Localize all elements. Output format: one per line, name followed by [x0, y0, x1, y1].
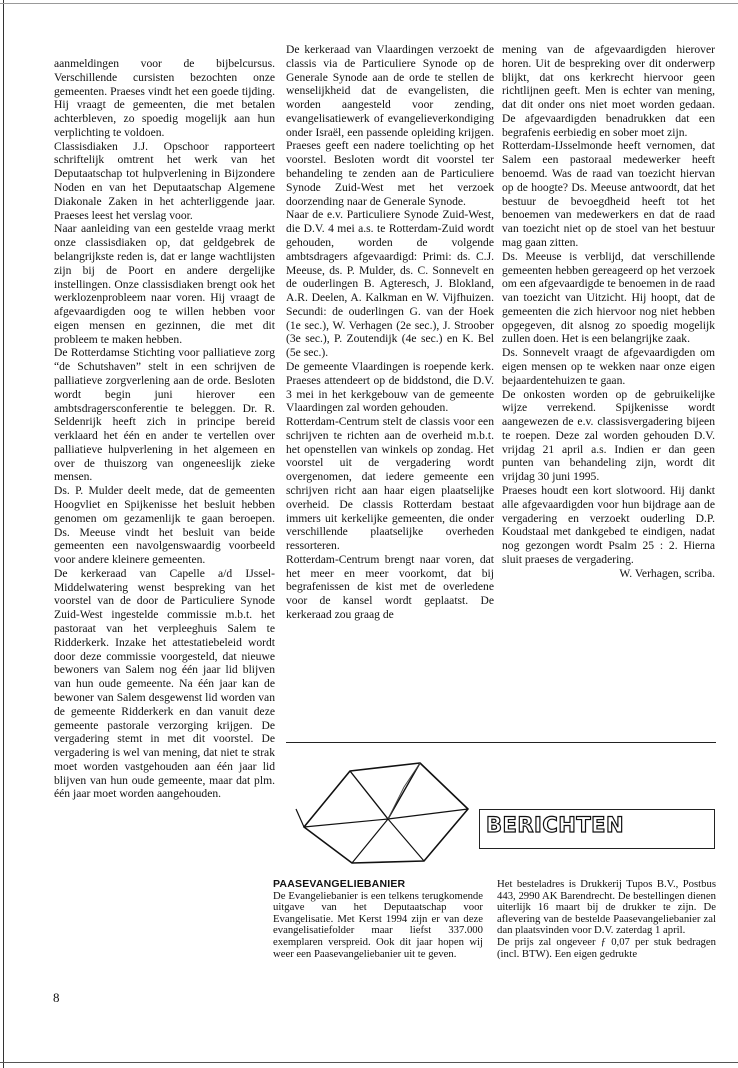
paragraph: mening van de afgevaardigden hierover horen. Uit de bespreking over dit onderwerp blijkt, dat ons kerkrecht hiervoor geen richtlijnen geeft. Men is echter van mening, dat dit onder ons niet moet worden gedaan. De afgevaardigden benadrukken dat een begrafenis eerbiedig en sober moet zijn. — [502, 43, 715, 139]
signature: W. Verhagen, scriba. — [619, 566, 715, 580]
paragraph: Rotterdam-Centrum stelt de classis voor een schrijven te richten aan de overheid m.b.t. het openstellen van winkels op zondag. Het voorstel uit de vergadering wordt overgenomen, dat iedere gemeente een schrijven richt aan haar eigen plaatselijke overheid. De classis Rotterdam bestaat immers uit kerkelijke gemeenten, die onder verschillende plaatselijke overheden ressorteren. — [286, 415, 494, 553]
paragraph: aanmeldingen voor de bijbelcursus. Verschillende cursisten bezochten onze gemeenten. Praeses vindt het een goede tijding. Hij vraagt de gemeenten, die met betalen achterbleven, zo spoedig mogelijk aan hun verplichting te voldoen. — [54, 57, 275, 139]
berichten-left-column — [273, 879, 483, 960]
column-2 — [286, 43, 494, 622]
paragraph: De gemeente Vlaardingen is roepende kerk. Praeses attendeert op de biddstond, die D.V. 3 mei in het kerkgebouw van de gemeente Vlaardingen zal worden gehouden. — [286, 359, 494, 415]
paragraph: Classisdiaken J.J. Opschoor rapporteert schriftelijk omtrent het werk van het Deputaatschap tot hulpverlening in Bijzondere Noden en van het Deputaatschap Algemene Diakonale Zaken in het achterliggende jaar. Praeses leest het verslag voor. — [54, 139, 275, 222]
paragraph: De Rotterdamse Stichting voor palliatieve zorg “de Schutshaven” stelt in een schrijven de palliatieve zorgverlening aan de orde. Besloten wordt begin juni hierover een ambtsdragersconferentie te beleggen. Dr. R. Seldenrijk heeft zich in principe bereid verklaard het één en ander te vertellen over palliatieve hulpverlening in het algemeen en over de thuiszorg van ongeneeslijk zieke mensen. — [54, 346, 275, 484]
column-3 — [502, 43, 715, 580]
paragraph: De kerkeraad van Vlaardingen verzoekt de classis via de Particuliere Synode op de Generale Synode aan de orde te stellen de wenselijkheid dat de evangelisten, die worden aangesteld voor zending, evangelisatiewerk of evangelieverkondiging onder Israël, een passende opleiding krijgen. Praeses geeft een nadere toelichting op het voorstel. Besloten wordt dit voorstel ter behandeling te zenden aan de Particuliere Synode Zuid-West met het verzoek doorzending naar de Generale Synode. — [286, 43, 494, 208]
paragraph: Het besteladres is Drukkerij Tupos B.V., Postbus 443, 2990 AK Barendrecht. De bestellingen dienen uiterlijk 16 maart bij de drukker te zijn. De aflevering van de bestelde Paasevangeliebanier zal dan plaatsvinden voor D.V. zaterdag 1 april. — [497, 878, 716, 937]
paragraph: De Evangeliebanier is een telkens terugkomende uitgave van het Deputaatschap voor Evangelisatie. Met Kerst 1994 zijn er van deze evangelisatiefolder maar liefst 337.000 exemplaren verspreid. Ook dit jaar hopen wij weer een Paasevangeliebanier uit te geven. — [273, 889, 483, 960]
paragraph: De onkosten worden op de gebruikelijke wijze verrekend. Spijkenisse wordt aangewezen de e.v. classisvergadering bijeen te roepen. Deze zal worden gehouden D.V. vrijdag 21 april a.s. Indien er dan geen punten van behandeling zijn, wordt dit vrijdag 30 juni 1995. — [502, 387, 715, 484]
envelope-icon — [292, 757, 478, 867]
paragraph: Naar de e.v. Particuliere Synode Zuid-West, die D.V. 4 mei a.s. te Rotterdam-Zuid wordt gehouden, worden de volgende ambtsdragers afgevaardigd: Primi: ds. C.J. Meeuse, ds. P. Mulder, ds. C. Sonnevelt en de ouderlingen B. Agteresch, J. Blokland, A.R. Deelen, A. Kalkman en W. Vijfhuizen. Secundi: de ouderlingen G. van der Hoek (1e sec.), W. Verhagen (2e sec.), J. Stroober (3e sec.), P. Zoutendijk (4e sec.) en K. Bel (5e sec.). — [286, 208, 494, 360]
paragraph: Ds. P. Mulder deelt mede, dat de gemeenten Hoogvliet en Spijkenisse het besluit hebben genomen om gezamenlijk te gaan beroepen. Ds. Meeuse vindt het besluit van beide gemeenten een navolgenswaardig voorbeeld voor andere kleinere gemeenten. — [54, 484, 275, 567]
page-border-bottom — [0, 1062, 738, 1063]
paragraph: Praeses houdt een kort slotwoord. Hij dankt alle afgevaardigden voor hun bijdrage aan de vergadering en verzoekt ouderling D.P. Koudstaal met dankgebed te eindigen, nadat nog gezongen wordt Psalm 25 : 2. Hierna sluit praeses de vergadering. — [502, 484, 715, 566]
page-border-top — [0, 3, 738, 4]
paragraph: Rotterdam-IJsselmonde heeft vernomen, dat Salem een pastoraal medewerker heeft benoemd. Was de raad van toezicht hiervan op de hoogte? Ds. Meeuse antwoordt, dat het bestuur de bevoegdheid heeft tot het benoemen van medewerkers en dat de raad van toezicht niet op de stoel van het bestuur mag gaan zitten. — [502, 139, 715, 249]
paragraph: De kerkeraad van Capelle a/d IJssel-Middelwatering wenst bespreking van het voorstel van de door de Particuliere Synode Zuid-West ingestelde commissie m.b.t. het pastoraat van het verpleeghuis Salem te Ridderkerk. Inzake het attestatiebeleid wordt door deze commissie voorgesteld, dat nieuwe bewoners van Salem nog één jaar lid blijven van hun oude gemeente. Na één jaar kan de bewoner van Salem desgewenst lid worden van de gemeente Ridderkerk en dan vanuit deze gemeente pastorale verzorging krijgen. De vergadering stemt in met dit voorstel. De vergadering is wel van mening, dat niet te strak moet worden vastgehouden aan één jaar lid blijven van hun oude gemeente, maar dat plm. één jaar moet worden aangehouden. — [54, 566, 275, 801]
paragraph: De prijs zal ongeveer ƒ 0,07 per stuk bedragen (incl. BTW). Een eigen gedrukte — [497, 935, 716, 960]
page-number: 8 — [53, 990, 60, 1005]
paragraph: Ds. Sonnevelt vraagt de afgevaardigden om eigen mensen op te wekken naar onze eigen bejaardentehuizen te gaan. — [502, 346, 715, 387]
berichten-right-column — [497, 879, 716, 960]
paragraph: Rotterdam-Centrum brengt naar voren, dat het meer en meer voorkomt, dat bij begrafenissen de kist met de overledene voor de kansel wordt geplaatst. De kerkeraad zou graag de — [286, 552, 494, 622]
column-1 — [54, 57, 275, 801]
page-border-left — [3, 0, 4, 1068]
banner-title: BERICHTEN — [486, 813, 625, 837]
berichten-banner — [479, 809, 715, 849]
paragraph: Naar aanleiding van een gestelde vraag merkt onze classisdiaken op, dat geldgebrek de belangrijkste reden is, dat er lange wachtlijsten zijn bij de Poort en andere dergelijke instellingen. Onze classisdiaken brengt ook het werklozenprobleem naar voren. Hij vraagt de afgevaardigden oog te willen hebben voor eigen mensen en gezinnen, die met dit probleem te maken hebben. — [54, 222, 275, 346]
paragraph: Ds. Meeuse is verblijd, dat verschillende gemeenten hebben gereageerd op het verzoek om een afgevaardigde te benoemen in de raad van toezicht van Uitzicht. Hij hoopt, dat de gemeenten die zich hiervoor nog niet hebben opgegeven, dit alsnog zo spoedig mogelijk zullen doen. Het is een belangrijke zaak. — [502, 249, 715, 346]
article-heading: PAASEVANGELIEBANIER — [273, 878, 406, 890]
section-divider — [286, 742, 716, 743]
